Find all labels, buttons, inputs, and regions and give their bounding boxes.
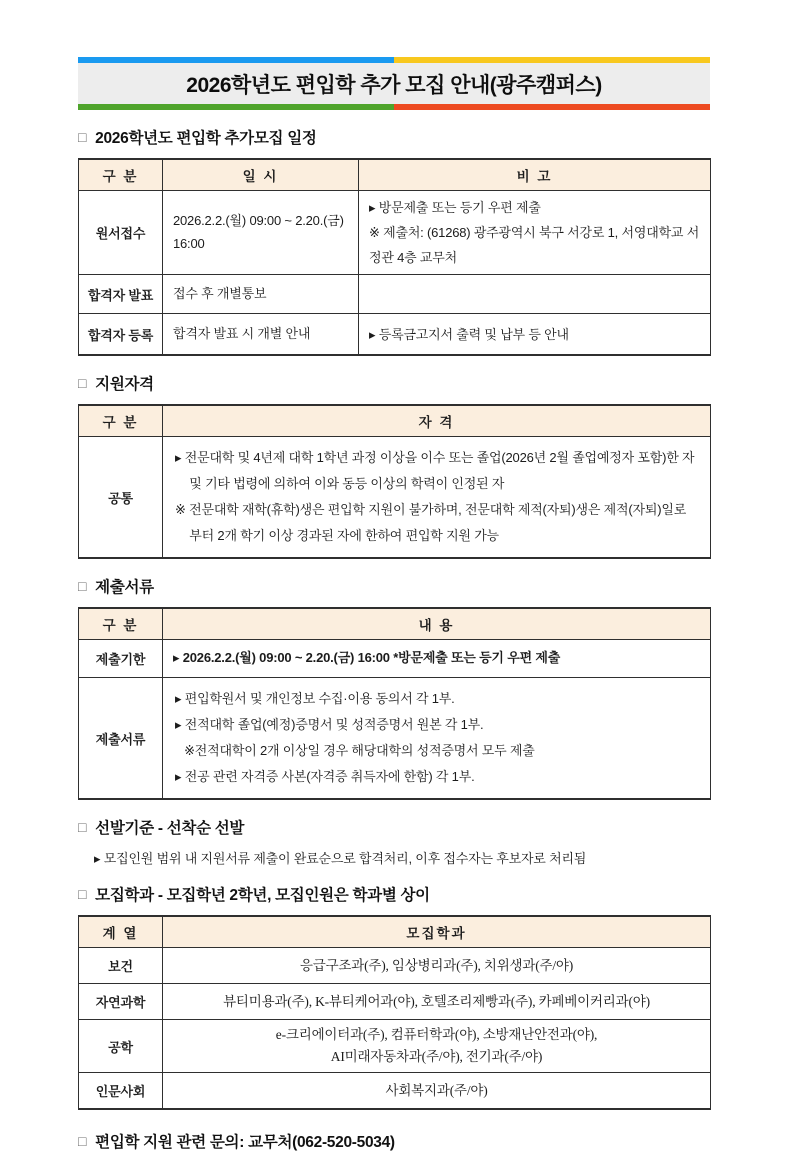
departments-heading-label: 모집학과 - 모집학년 2학년, 모집인원은 학과별 상이 [95, 887, 430, 904]
table-row-registration [79, 314, 711, 356]
table-row-application [79, 191, 711, 275]
cell-remarks [359, 191, 711, 275]
cell-departments [163, 984, 711, 1020]
documents-section [78, 575, 710, 800]
table-row-documents [79, 678, 711, 800]
row-label: 합격자 등록 [79, 314, 163, 356]
selection-section [78, 816, 710, 867]
banner-top-left-stripe [78, 57, 394, 63]
department-list: 뷰티미용과(주), K-뷰티케어과(야), 호텔조리제빵과(주), 카페베이커리과(야) [223, 993, 650, 1009]
cell-datetime: 2026.2.2.(월) 09:00 ~ 2.20.(금) 16:00 [163, 191, 359, 275]
cell-remarks [359, 314, 711, 356]
qualification-section [78, 372, 710, 559]
banner-bottom-bar [78, 104, 710, 110]
schedule-table [78, 158, 711, 356]
documents-heading [78, 575, 710, 597]
page-title: 2026학년도 편입학 추가 모집 안내(광주캠퍼스) [186, 73, 602, 97]
documents-header-row [79, 608, 711, 640]
square-bullet-icon: □ [78, 129, 87, 145]
contact-heading [78, 1130, 710, 1152]
department-list: AI미래자동차과(주/야), 전기과(주/야) [330, 1049, 543, 1064]
row-label: 제출기한 [79, 640, 163, 678]
selection-heading [78, 816, 710, 838]
column-header-content: 내 용 [163, 608, 711, 640]
departments-table [78, 915, 711, 1110]
column-header-division: 계 열 [79, 916, 163, 948]
departments-section [78, 883, 710, 1110]
row-label: 자연과학 [79, 984, 163, 1020]
cell-datetime: 접수 후 개별통보 [163, 275, 359, 314]
department-list: 사회복지과(주/야) [385, 1082, 488, 1098]
document-item: ▸ 전공 관련 자격증 사본(자격증 취득자에 한함) 각 1부. [175, 769, 475, 784]
row-label: 보건 [79, 948, 163, 984]
department-list: e-크리에이터과(주), 컴퓨터학과(야), 소방재난안전과(야), [275, 1027, 598, 1042]
contact-heading-label: 편입학 지원 관련 문의: 교무처(062-520-5034) [95, 1134, 395, 1151]
row-label: 원서접수 [79, 191, 163, 275]
row-label: 공통 [79, 437, 163, 559]
document-item-note: ※전적대학이 2개 이상일 경우 해당대학의 성적증명서 모두 제출 [184, 743, 535, 758]
qualification-table [78, 404, 711, 559]
row-label: 인문사회 [79, 1073, 163, 1110]
square-bullet-icon: □ [78, 1133, 87, 1149]
note-line: ※ 제출처: (61268) 광주광역시 북구 서강로 1, 서영대학교 서정관 4층 교무처 [369, 225, 700, 265]
selection-heading-label: 선발기준 - 선착순 선발 [95, 820, 245, 837]
column-header-remarks: 비 고 [359, 159, 711, 191]
cell-datetime: 합격자 발표 시 개별 안내 [163, 314, 359, 356]
note-line: ▸ 등록금고지서 출력 및 납부 등 안내 [369, 326, 569, 342]
cell-departments [163, 948, 711, 984]
table-row-humanities [79, 1073, 711, 1110]
document-item: ▸ 편입학원서 및 개인정보 수집·이용 동의서 각 1부. [175, 691, 455, 706]
row-label: 합격자 발표 [79, 275, 163, 314]
banner-top-right-stripe [394, 57, 710, 63]
row-label: 제출서류 [79, 678, 163, 800]
square-bullet-icon: □ [78, 375, 87, 391]
table-row-natural-science [79, 984, 711, 1020]
department-list: 응급구조과(주), 임상병리과(주), 치위생과(주/야) [299, 957, 574, 973]
row-label: 공학 [79, 1020, 163, 1073]
column-header-departments: 모집학과 [163, 916, 711, 948]
banner-bottom-left-stripe [78, 104, 394, 110]
cell-qualification [163, 437, 711, 559]
table-row-health [79, 948, 711, 984]
column-header-category: 구 분 [79, 608, 163, 640]
departments-header-row [79, 916, 711, 948]
qualification-heading [78, 372, 710, 394]
schedule-section [78, 126, 710, 356]
deadline-text: ▸ 2026.2.2.(월) 09:00 ~ 2.20.(금) 16:00 *방문제출 또는 등기 우편 제출 [173, 650, 561, 666]
cell-documents [163, 678, 711, 800]
table-row-deadline [79, 640, 711, 678]
document-item: ▸ 전적대학 졸업(예정)증명서 및 성적증명서 원본 각 1부. [175, 717, 484, 732]
schedule-heading [78, 126, 710, 148]
departments-heading [78, 883, 710, 905]
square-bullet-icon: □ [78, 886, 87, 902]
selection-note: ▸ 모집인원 범위 내 지원서류 제출이 완료순으로 합격처리, 이후 접수자는 후보자로 처리됨 [94, 851, 587, 866]
documents-table [78, 607, 711, 800]
banner-band [78, 63, 710, 104]
cell-remarks [359, 275, 711, 314]
cell-departments [163, 1073, 711, 1110]
column-header-qualification: 자 격 [163, 405, 711, 437]
square-bullet-icon: □ [78, 819, 87, 835]
qualification-item: ▸ 전문대학 및 4년제 대학 1학년 과정 이상을 이수 또는 졸업(2026년 2월 졸업예정자 포함)한 자 및 기타 법령에 의하여 이와 동등 이상의 학력이 인정된 자 [175, 450, 695, 491]
table-row-announcement [79, 275, 711, 314]
documents-heading-label: 제출서류 [95, 579, 154, 596]
qualification-heading-label: 지원자격 [95, 376, 154, 393]
title-banner [78, 57, 710, 110]
qualification-header-row [79, 405, 711, 437]
column-header-category: 구 분 [79, 159, 163, 191]
schedule-header-row [79, 159, 711, 191]
column-header-category: 구 분 [79, 405, 163, 437]
note-line: ▸ 방문제출 또는 등기 우편 제출 [369, 200, 541, 215]
square-bullet-icon: □ [78, 578, 87, 594]
table-row-engineering [79, 1020, 711, 1073]
qualification-item: ※ 전문대학 재학(휴학)생은 편입학 지원이 불가하며, 전문대학 제적(자퇴)생은 제적(자퇴)일로부터 2개 학기 이상 경과된 자에 한하여 편입학 지원 가능 [175, 502, 687, 543]
banner-bottom-right-stripe [394, 104, 710, 110]
column-header-datetime: 일 시 [163, 159, 359, 191]
cell-departments [163, 1020, 711, 1073]
schedule-heading-label: 2026학년도 편입학 추가모집 일정 [95, 130, 317, 147]
banner-top-bar [78, 57, 710, 63]
table-row-common [79, 437, 711, 559]
cell-deadline [163, 640, 711, 678]
